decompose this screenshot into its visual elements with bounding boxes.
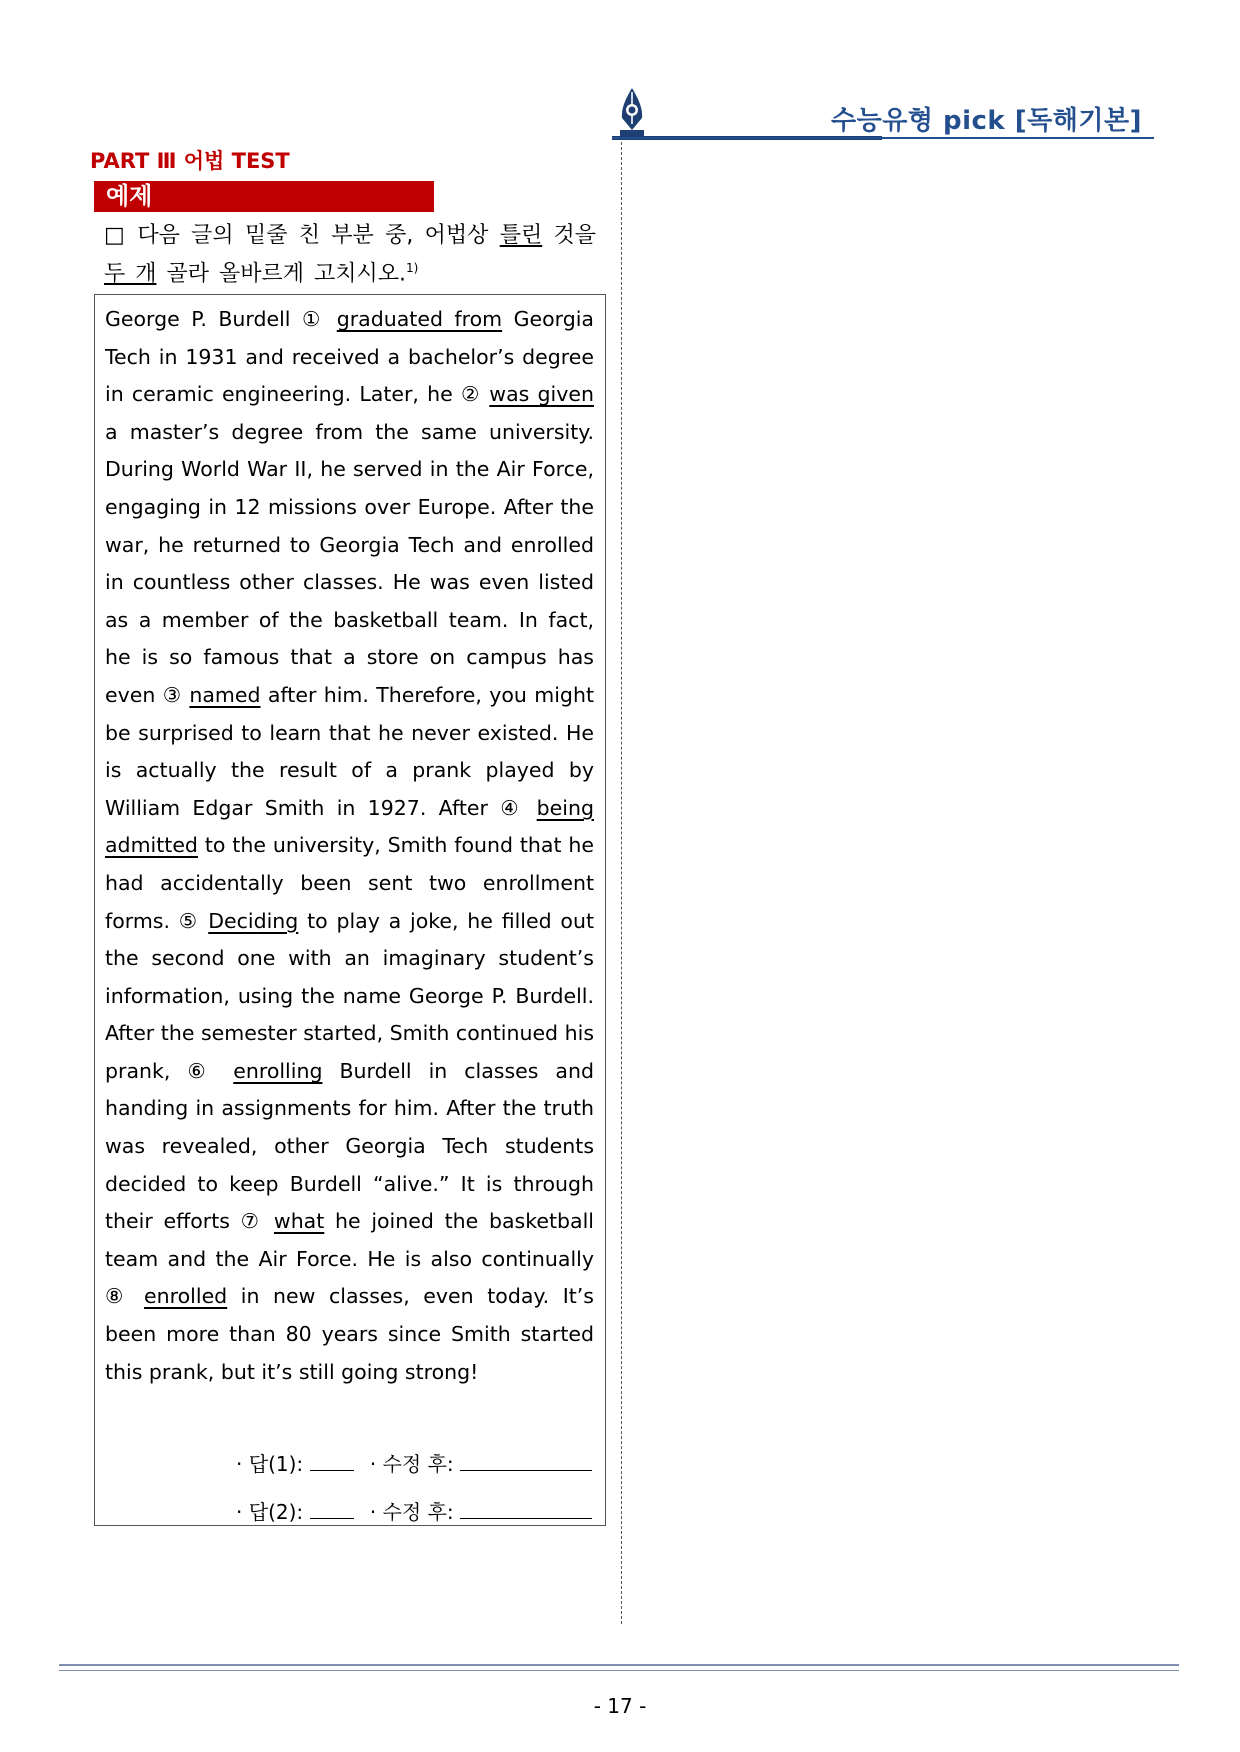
part-heading: PART Ⅲ 어법 TEST — [90, 149, 290, 173]
header-rule — [612, 137, 1154, 139]
fountain-pen-nib-icon — [617, 86, 647, 138]
underlined-3: named — [189, 682, 261, 707]
marker-1: ① — [301, 307, 326, 331]
underlined-7: what — [273, 1209, 325, 1234]
underlined-4: being admitted — [105, 795, 594, 858]
underlined-8: enrolled — [144, 1284, 228, 1309]
marker-6: ⑥ — [187, 1058, 217, 1083]
answer-blank-1[interactable] — [310, 1450, 354, 1471]
answer-row-1 — [236, 1448, 592, 1477]
answer-blank-2[interactable] — [310, 1498, 354, 1519]
answer-label-2: · 답(2): — [236, 1500, 304, 1524]
passage-text: George P. Burdell ① graduated from Georgia Tech in 1931 and received a bachelor’s degree in ceramic engineering. Later, he ② was given a master’s degree from the same university. During World War II, he served in the Air Force, engaging in 12 missions over Europe. After the war, he returned to Georgia Tech and enrolled in countless other classes. He was even listed as a member of the basketball team. In fact, he is so famous that a store on campus has even ③ named after him. Therefore, you might be surprised to learn that he never existed. He is actually the result of a prank played by William Edgar Smith in 1927. After ④ being admitted to the university, Smith found that he had accidentally been sent two enrollment forms. ⑤ Deciding to play a joke, he filled out the second one with an imaginary student’s information, using the name George P. Burdell. After the semester started, Smith continued his prank, ⑥ enrolling Burdell in classes and handing in assignments for him. After the truth was revealed, other Georgia Tech students decided to keep Burdell “alive.” It is through their efforts ⑦ what he joined the basketball team and the Air Force. He is also continually ⑧ enrolled in new classes, even today. It’s been more than 80 years since Smith started this prank, but it’s still going strong! — [105, 307, 594, 1384]
underlined-5: Deciding — [208, 908, 299, 933]
marker-8: ⑧ — [105, 1284, 131, 1309]
underlined-2: was given — [489, 382, 594, 407]
empty-square-icon: □ — [104, 223, 127, 248]
marker-4: ④ — [500, 795, 525, 820]
underlined-1: graduated from — [336, 307, 503, 331]
fix-label-2: · 수정 후: — [369, 1500, 454, 1524]
marker-7: ⑦ — [240, 1209, 264, 1234]
marker-5: ⑤ — [178, 908, 200, 933]
example-banner: 예제 — [94, 181, 434, 212]
fix-blank-2[interactable] — [460, 1498, 592, 1519]
answer-label-1: · 답(1): — [236, 1452, 304, 1476]
page-number: - 17 - — [593, 1694, 647, 1718]
footnote-marker: 1) — [406, 261, 419, 275]
footer-rule — [59, 1664, 1179, 1671]
instruction: □ 다음 글의 밑줄 친 부분 중, 어법상 틀린 것을 두 개 골라 올바르게 고치시오.$^{1)}$ — [104, 223, 596, 287]
fix-label-1: · 수정 후: — [369, 1452, 454, 1476]
column-divider — [621, 142, 622, 1624]
answer-row-2 — [236, 1496, 592, 1525]
fix-blank-1[interactable] — [460, 1450, 592, 1471]
brand-title: 수능유형 pick [독해기본] — [830, 106, 1142, 136]
underlined-6: enrolling — [233, 1058, 323, 1083]
marker-3: ③ — [162, 682, 182, 707]
marker-2: ② — [460, 382, 482, 407]
